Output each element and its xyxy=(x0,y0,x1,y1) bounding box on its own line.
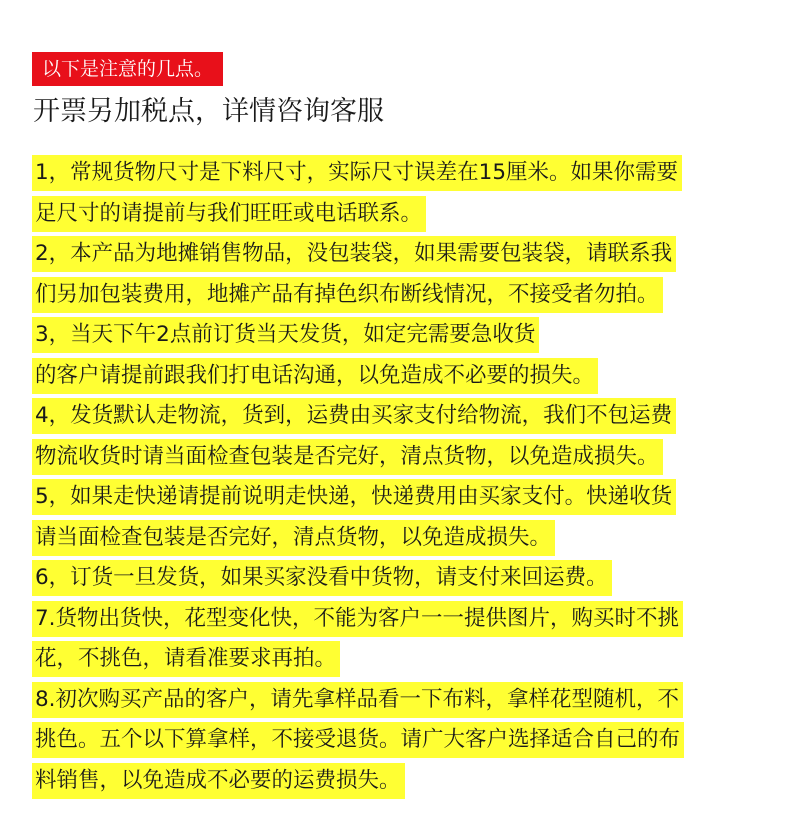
highlighted-text: 3，当天下午2点前订货当天发货，如定完需要急收货 xyxy=(32,317,539,353)
highlighted-text: 6，订货一旦发货，如果买家没看中货物，请支付来回运费。 xyxy=(32,560,612,596)
highlighted-text: 8.初次购买产品的客户，请先拿样品看一下布料，拿样花型随机，不 xyxy=(32,682,683,718)
note-line-6 xyxy=(32,358,758,399)
highlighted-text: 们另加包装费用，地摊产品有掉色织布断线情况，不接受者勿拍。 xyxy=(32,277,663,313)
note-line-5 xyxy=(32,317,758,358)
note-line-10 xyxy=(32,520,758,561)
highlighted-text: 1，常规货物尺寸是下料尺寸，实际尺寸误差在15厘米。如果你需要 xyxy=(32,155,682,191)
note-line-2 xyxy=(32,196,758,237)
note-line-16 xyxy=(32,763,758,804)
note-line-8 xyxy=(32,439,758,480)
notice-badge: 以下是注意的几点。 xyxy=(32,52,223,86)
highlighted-text: 物流收货时请当面检查包装是否完好，清点货物，以免造成损失。 xyxy=(32,439,663,475)
invoice-subtitle: 开票另加税点，详情咨询客服 xyxy=(33,96,384,127)
note-line-1 xyxy=(32,155,758,196)
note-line-9 xyxy=(32,479,758,520)
highlighted-text: 花，不挑色，请看准要求再拍。 xyxy=(32,641,340,677)
highlighted-text: 的客户请提前跟我们打电话沟通，以免造成不必要的损失。 xyxy=(32,358,598,394)
note-line-11 xyxy=(32,560,758,601)
highlighted-text: 5，如果走快递请提前说明走快递，快递费用由买家支付。快递收货 xyxy=(32,479,676,515)
highlighted-text: 料销售，以免造成不必要的运费损失。 xyxy=(32,763,405,799)
note-line-15 xyxy=(32,722,758,763)
note-line-14 xyxy=(32,682,758,723)
highlighted-text: 挑色。五个以下算拿样，不接受退货。请广大客户选择适合自己的布 xyxy=(32,722,684,758)
highlighted-text: 请当面检查包装是否完好，清点货物，以免造成损失。 xyxy=(32,520,555,556)
highlighted-text: 7.货物出货快，花型变化快，不能为客户一一提供图片，购买时不挑 xyxy=(32,601,683,637)
note-line-4 xyxy=(32,277,758,318)
highlighted-text: 4，发货默认走物流，货到，运费由买家支付给物流，我们不包运费 xyxy=(32,398,676,434)
note-line-7 xyxy=(32,398,758,439)
highlighted-text: 足尺寸的请提前与我们旺旺或电话联系。 xyxy=(32,196,426,232)
notes-list xyxy=(32,155,758,803)
highlighted-text: 2，本产品为地摊销售物品，没包装袋，如果需要包装袋，请联系我 xyxy=(32,236,676,272)
note-line-12 xyxy=(32,601,758,642)
note-line-13 xyxy=(32,641,758,682)
note-line-3 xyxy=(32,236,758,277)
